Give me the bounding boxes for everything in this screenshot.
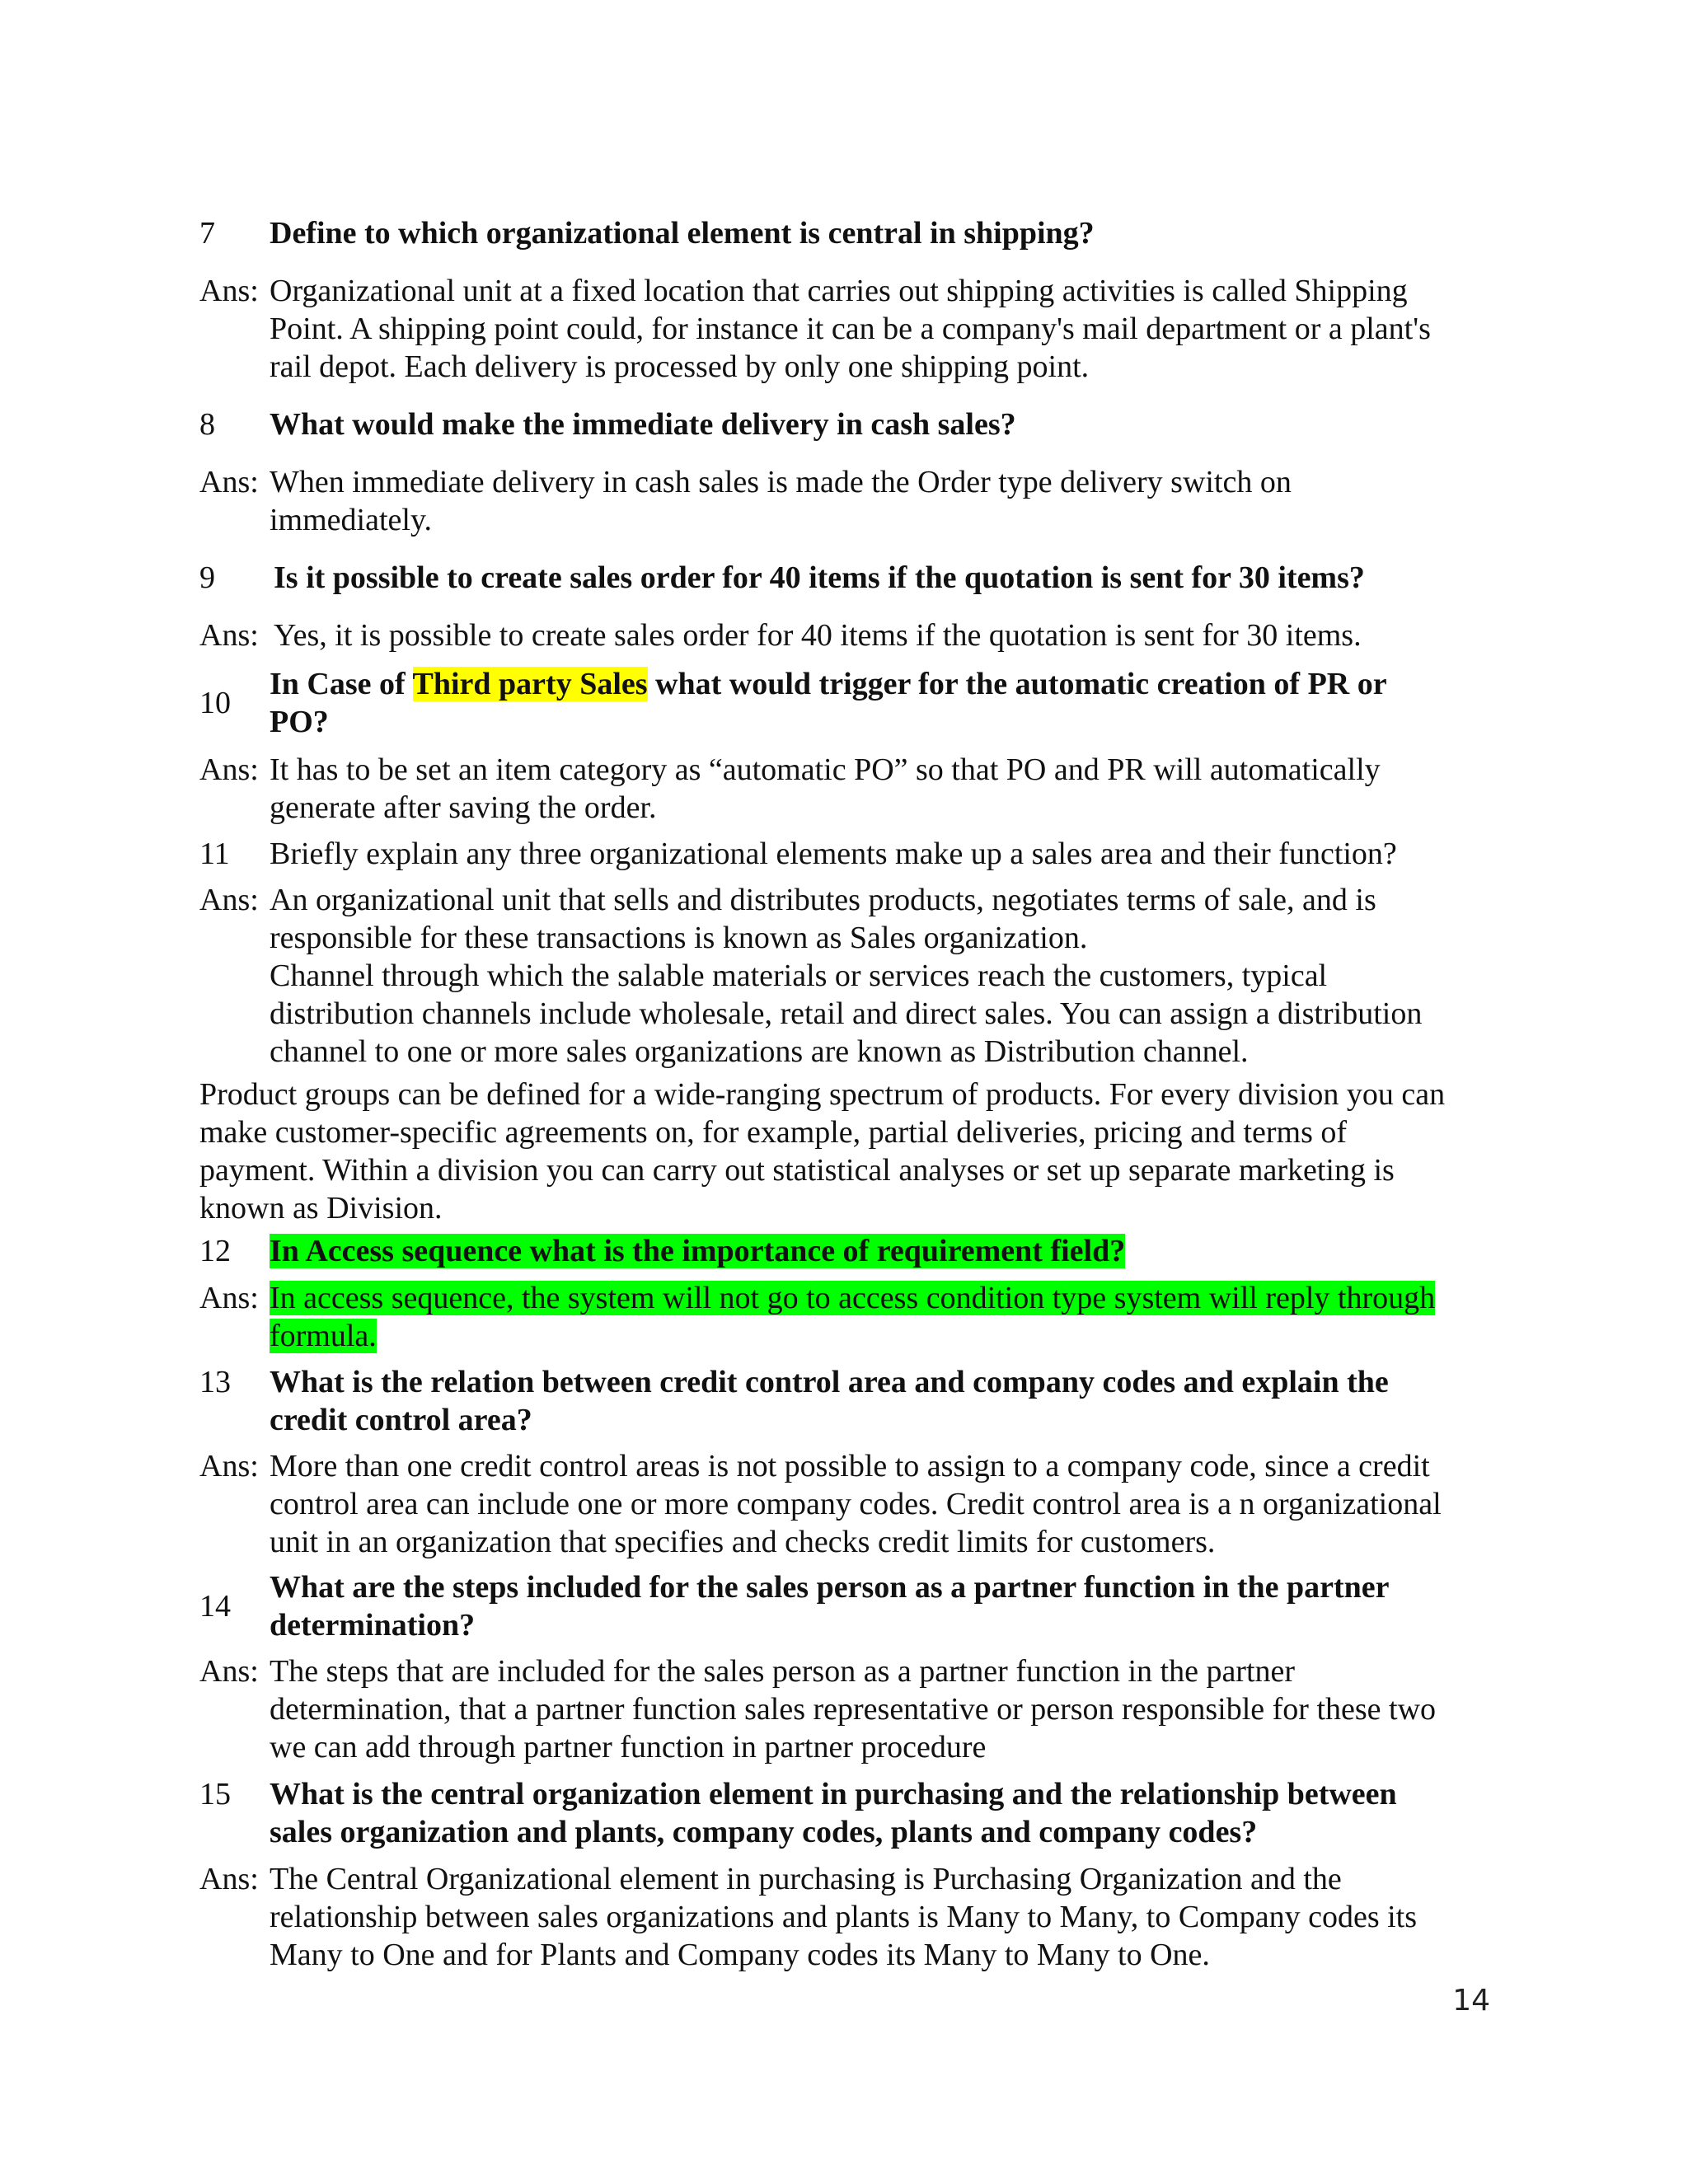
question-number: 7	[199, 216, 215, 251]
answer-line: channel to one or more sales organizations are known as Distribution channel.	[270, 1034, 1249, 1069]
question-number: 13	[199, 1365, 231, 1399]
question-number: 12	[199, 1234, 231, 1268]
answer-text	[270, 1652, 1506, 1766]
answer-line: relationship between sales organizations and plants is Many to Many, to Company codes its	[270, 1900, 1418, 1934]
question-line: sales organization and plants, company codes, plants and company codes?	[270, 1815, 1258, 1849]
answer-line: When immediate delivery in cash sales is made the Order type delivery switch on	[270, 465, 1292, 499]
question-text	[270, 1363, 1506, 1439]
answer-line: known as Division.	[199, 1191, 443, 1226]
answer-text	[270, 881, 1506, 1071]
answer-line: Point. A shipping point could, for instance it can be a company's mail department or a plant's	[270, 312, 1431, 346]
answer-text	[270, 1279, 1506, 1355]
answer-text	[270, 272, 1506, 386]
answer-line: Many to One and for Plants and Company codes its Many to Many to One.	[270, 1938, 1210, 1972]
answer-label: Ans:	[199, 274, 259, 308]
question-line: credit control area?	[270, 1403, 532, 1437]
question-number: 15	[199, 1777, 231, 1811]
page-number: 14	[1452, 1984, 1490, 2018]
highlighted-answer: In access sequence, the system will not go to access condition type system will reply through	[270, 1281, 1436, 1315]
answer-line: immediately.	[270, 503, 432, 537]
answer-line	[270, 1279, 1506, 1317]
question-line: What is the relation between credit control area and company codes and explain the	[270, 1365, 1389, 1399]
question-number: 8	[199, 407, 215, 442]
question-number: 10	[199, 686, 231, 720]
highlighted-question: In Access sequence what is the importance of requirement field?	[270, 1234, 1126, 1268]
answer-line: The steps that are included for the sales person as a partner function in the partner	[270, 1654, 1296, 1689]
question-line: determination?	[270, 1608, 476, 1643]
question-text	[270, 1568, 1506, 1644]
question-number: 9	[199, 560, 215, 595]
answer-label: Ans:	[199, 465, 259, 499]
answer-line: More than one credit control areas is not possible to assign to a company code, since a credit	[270, 1449, 1430, 1483]
question-text: What would make the immediate delivery in cash sales?	[270, 407, 1016, 442]
question-number: 11	[199, 837, 230, 871]
answer-line: distribution channels include wholesale, retail and direct sales. You can assign a distribution	[270, 996, 1423, 1031]
question-text: Briefly explain any three organizational elements make up a sales area and their function?	[270, 837, 1397, 871]
question-suffix: what would trigger for the automatic creation of PR or	[647, 667, 1387, 701]
answer-line: unit in an organization that specifies and checks credit limits for customers.	[270, 1525, 1216, 1559]
answer-label: Ans:	[199, 1281, 259, 1315]
answer-text: Yes, it is possible to create sales order for 40 items if the quotation is sent for 30 items.	[274, 618, 1362, 653]
answer-label: Ans:	[199, 883, 259, 917]
question-text: Define to which organizational element is central in shipping?	[270, 216, 1095, 251]
question-line	[270, 665, 1506, 703]
answer-text	[270, 1860, 1506, 1974]
highlighted-term: Third party Sales	[412, 667, 648, 701]
answer-line: responsible for these transactions is known as Sales organization.	[270, 921, 1088, 955]
answer-line: Product groups can be defined for a wide-ranging spectrum of products. For every division you can	[199, 1077, 1446, 1112]
answer-line: generate after saving the order.	[270, 790, 657, 825]
answer-text	[270, 751, 1506, 827]
answer-text	[270, 1447, 1506, 1561]
answer-line: payment. Within a division you can carry out statistical analyses or set up separate marketing is	[199, 1153, 1395, 1188]
answer-line: The Central Organizational element in purchasing is Purchasing Organization and the	[270, 1862, 1342, 1896]
question-line: What are the steps included for the sales person as a partner function in the partner	[270, 1570, 1390, 1605]
question-prefix: In Case of	[270, 667, 413, 701]
question-line: PO?	[270, 705, 329, 739]
answer-label: Ans:	[199, 1449, 259, 1483]
answer-line: determination, that a partner function sales representative or person responsible for these two	[270, 1692, 1437, 1727]
answer-line: Organizational unit at a fixed location that carries out shipping activities is called Shipping	[270, 274, 1408, 308]
question-line: What is the central organization element in purchasing and the relationship between	[270, 1777, 1397, 1811]
answer-line: An organizational unit that sells and distributes products, negotiates terms of sale, and is	[270, 883, 1376, 917]
question-text	[270, 665, 1506, 741]
answer-line: make customer-specific agreements on, for example, partial deliveries, pricing and terms of	[199, 1115, 1348, 1150]
question-text: Is it possible to create sales order for 40 items if the quotation is sent for 30 items?	[274, 560, 1365, 595]
answer-line: It has to be set an item category as “automatic PO” so that PO and PR will automatically	[270, 752, 1381, 787]
question-text	[270, 1775, 1506, 1851]
answer-continuation	[199, 1076, 1518, 1227]
answer-label: Ans:	[199, 618, 259, 653]
question-number: 14	[199, 1589, 231, 1624]
answer-label: Ans:	[199, 1862, 259, 1896]
answer-label: Ans:	[199, 1654, 259, 1689]
highlighted-answer: formula.	[270, 1319, 377, 1353]
answer-label: Ans:	[199, 752, 259, 787]
answer-line: control area can include one or more company codes. Credit control area is a n organizational	[270, 1487, 1442, 1521]
answer-line	[270, 1317, 1506, 1355]
answer-line: rail depot. Each delivery is processed by only one shipping point.	[270, 349, 1090, 384]
answer-line: we can add through partner function in partner procedure	[270, 1730, 987, 1765]
answer-text	[270, 463, 1506, 539]
answer-line: Channel through which the salable materials or services reach the customers, typical	[270, 958, 1328, 993]
question-text	[270, 1232, 1506, 1270]
